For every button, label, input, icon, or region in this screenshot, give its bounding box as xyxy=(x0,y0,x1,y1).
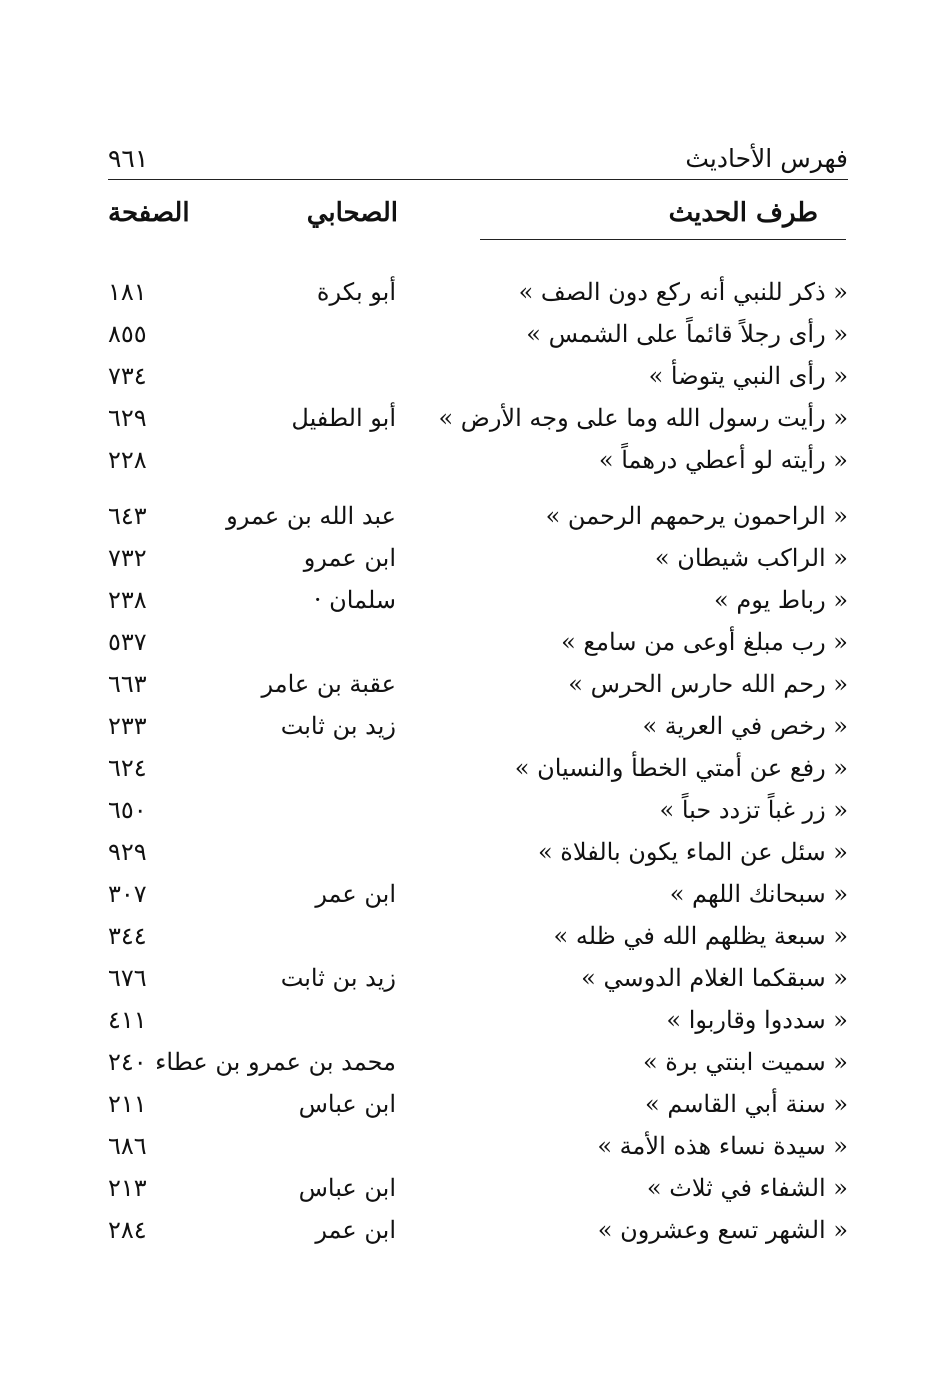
page-ref: ٧٣٤ xyxy=(108,362,147,390)
hadith-text: « رفع عن أمتي الخطأ والنسيان » xyxy=(514,754,848,782)
companion-name: ابن عباس xyxy=(298,1090,396,1118)
hadith-text: « الشهر تسع وعشرون » xyxy=(597,1216,848,1244)
table-row xyxy=(108,496,848,538)
table-row xyxy=(108,622,848,664)
hadith-text: « سنة أبي القاسم » xyxy=(645,1090,848,1118)
hadith-text: « رأى رجلاً قائماً على الشمس » xyxy=(526,320,848,348)
column-header-underline xyxy=(480,239,846,240)
companion-name: سلمان · xyxy=(313,586,396,614)
table-row xyxy=(108,398,848,440)
page-number: ٩٦١ xyxy=(108,144,149,173)
table-row xyxy=(108,790,848,832)
hadith-text: « الراحمون يرحمهم الرحمن » xyxy=(545,502,848,530)
table-row xyxy=(108,874,848,916)
table-row xyxy=(108,832,848,874)
hadith-text: « سبعة يظلهم الله في ظله » xyxy=(553,922,848,950)
page-ref: ٢٤٠ xyxy=(108,1048,147,1076)
table-row xyxy=(108,1042,848,1084)
hadith-text: « سددوا وقاربوا » xyxy=(666,1006,848,1034)
page-ref: ٥٣٧ xyxy=(108,628,147,656)
table-row xyxy=(108,1210,848,1252)
page-ref: ٦٤٣ xyxy=(108,502,147,530)
hadith-text: « زر غباً تزدد حباً » xyxy=(659,796,848,824)
companion-name: ابن عمرو xyxy=(303,544,396,572)
header-divider xyxy=(108,179,848,180)
table-row xyxy=(108,314,848,356)
table-row xyxy=(108,356,848,398)
page-ref: ٢٢٨ xyxy=(108,446,147,474)
hadith-text: « الشفاء في ثلاث » xyxy=(646,1174,848,1202)
hadith-text: « رب مبلغ أوعى من سامع » xyxy=(561,628,848,656)
page-ref: ٦٥٠ xyxy=(108,796,147,824)
hadith-text: « رباط يوم » xyxy=(714,586,848,614)
table-row xyxy=(108,580,848,622)
hadith-text: « الراكب شيطان » xyxy=(654,544,848,572)
page-ref: ٧٣٢ xyxy=(108,544,147,572)
companion-name: زيد بن ثابت xyxy=(280,964,396,992)
page-ref: ٢١١ xyxy=(108,1090,147,1118)
page-ref: ٦٧٦ xyxy=(108,964,147,992)
column-headers xyxy=(108,198,848,242)
companion-name: عقبة بن عامر xyxy=(261,670,396,698)
hadith-text: « رحم الله حارس الحرس » xyxy=(568,670,848,698)
page-ref: ٨٥٥ xyxy=(108,320,147,348)
companion-name: أبو الطفيل xyxy=(291,404,396,432)
hadith-text: « رأيته لو أعطي درهماً » xyxy=(598,446,848,474)
hadith-text: « سبقكما الغلام الدوسي » xyxy=(581,964,848,992)
companion-name: محمد بن عمرو بن عطاء xyxy=(155,1048,396,1076)
hadith-text: « سميت ابنتي برة » xyxy=(642,1048,848,1076)
page-ref: ٢١٣ xyxy=(108,1174,147,1202)
column-header-page: الصفحة xyxy=(108,198,190,228)
hadith-text: « رخص في العرية » xyxy=(642,712,848,740)
hadith-text: « سبحانك اللهم » xyxy=(669,880,848,908)
hadith-text: « رأيت رسول الله وما على وجه الأرض » xyxy=(438,404,848,432)
page-ref: ٣٠٧ xyxy=(108,880,147,908)
companion-name: ابن عمر xyxy=(315,880,396,908)
companion-name: عبد الله بن عمرو xyxy=(226,502,396,530)
table-row xyxy=(108,958,848,1000)
hadith-text: « سيدة نساء هذه الأمة » xyxy=(597,1132,848,1160)
table-row xyxy=(108,272,848,314)
page-ref: ١٨١ xyxy=(108,278,147,306)
table-row xyxy=(108,706,848,748)
table-row xyxy=(108,664,848,706)
hadith-text: « ذكر للنبي أنه ركع دون الصف » xyxy=(518,278,848,306)
companion-name: زيد بن ثابت xyxy=(280,712,396,740)
page-ref: ٦٨٦ xyxy=(108,1132,147,1160)
page-ref: ٤١١ xyxy=(108,1006,147,1034)
page-ref: ٣٤٤ xyxy=(108,922,147,950)
page-ref: ٦٢٤ xyxy=(108,754,147,782)
table-row xyxy=(108,1000,848,1042)
column-header-hadith: طرف الحديث xyxy=(668,198,818,228)
page-ref: ٩٢٩ xyxy=(108,838,147,866)
column-header-companion: الصحابي xyxy=(306,198,398,228)
table-row xyxy=(108,916,848,958)
table-row xyxy=(108,538,848,580)
page-ref: ٢٣٣ xyxy=(108,712,147,740)
table-row xyxy=(108,1126,848,1168)
table-row xyxy=(108,440,848,482)
hadith-text: « سئل عن الماء يكون بالفلاة » xyxy=(537,838,848,866)
companion-name: ابن عباس xyxy=(298,1174,396,1202)
page-ref: ٢٣٨ xyxy=(108,586,147,614)
table-row xyxy=(108,748,848,790)
page-ref: ٦٦٣ xyxy=(108,670,147,698)
page-ref: ٢٨٤ xyxy=(108,1216,147,1244)
running-head xyxy=(108,140,848,180)
page-ref: ٦٢٩ xyxy=(108,404,147,432)
hadith-text: « رأى النبي يتوضأ » xyxy=(648,362,848,390)
companion-name: ابن عمر xyxy=(315,1216,396,1244)
table-row xyxy=(108,1084,848,1126)
table-row xyxy=(108,1168,848,1210)
running-title: فهرس الأحاديث xyxy=(685,144,848,173)
index-table xyxy=(108,272,848,1252)
companion-name: أبو بكرة xyxy=(316,278,396,306)
